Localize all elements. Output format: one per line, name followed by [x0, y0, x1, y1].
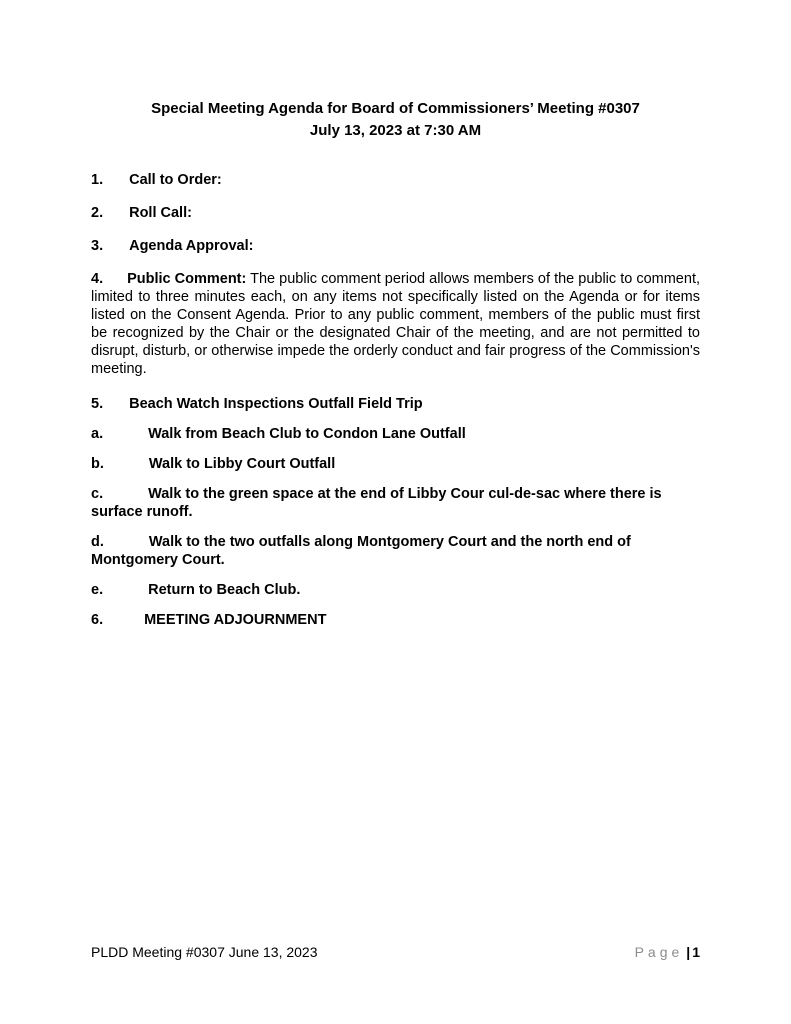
item-marker: e.: [91, 582, 104, 598]
field-trip-step-a: [91, 425, 700, 443]
title-line-2: July 13, 2023 at 7:30 AM: [309, 122, 482, 139]
field-trip-step-d: [91, 533, 700, 569]
field-trip-step-e: [91, 581, 700, 599]
item-text: Beach Watch Inspections Outfall Field Trip: [129, 396, 423, 412]
agenda-item-public-comment: [91, 270, 700, 378]
tab-spacer: [103, 593, 148, 594]
tab-spacer: [104, 467, 149, 468]
tab-spacer: [104, 545, 149, 546]
item-marker: 3.: [91, 238, 104, 254]
item-marker: 5.: [91, 396, 104, 412]
document-title: [0, 0, 791, 142]
tab-spacer: [103, 437, 148, 438]
item-marker: b.: [91, 456, 104, 472]
item-text: Walk to the green space at the end of Libby Cour cul-de-sac where there is surface runoff.: [91, 486, 662, 520]
tab-spacer: [103, 623, 144, 624]
tab-spacer: [103, 216, 129, 217]
item-marker: 6.: [91, 612, 104, 628]
item-marker: 1.: [91, 172, 104, 188]
item-text: Agenda Approval:: [129, 238, 254, 254]
agenda-item-roll-call: [91, 204, 700, 222]
item-marker: a.: [91, 426, 104, 442]
title-line-1: Special Meeting Agenda for Board of Commissioners’ Meeting #0307: [151, 100, 640, 117]
item-text: Return to Beach Club.: [148, 582, 301, 598]
field-trip-step-b: [91, 455, 700, 473]
footer-document-ref: PLDD Meeting #0307 June 13, 2023: [91, 944, 318, 960]
item-marker: 2.: [91, 205, 104, 221]
tab-spacer: [103, 282, 127, 283]
tab-spacer: [103, 497, 148, 498]
item-marker: 4.: [91, 271, 104, 287]
item-marker: d.: [91, 534, 104, 550]
agenda-item-field-trip: [91, 395, 700, 413]
item-text: Call to Order:: [129, 172, 222, 188]
item-text: Walk to Libby Court Outfall: [148, 456, 336, 472]
tab-spacer: [103, 407, 129, 408]
agenda-list: [91, 171, 700, 629]
field-trip-step-c: [91, 485, 700, 521]
item-text: Roll Call:: [129, 205, 192, 221]
item-text: Walk from Beach Club to Condon Lane Outfall: [148, 426, 466, 442]
page-label: Page: [634, 944, 684, 960]
tab-spacer: [103, 183, 129, 184]
item-label: Public Comment:: [127, 271, 247, 287]
item-text: MEETING ADJOURNMENT: [144, 612, 327, 628]
page-number-block: [635, 943, 700, 961]
item-marker: c.: [91, 486, 104, 502]
tab-spacer: [103, 249, 129, 250]
agenda-item-adjournment: [91, 611, 700, 629]
agenda-item-agenda-approval: [91, 237, 700, 255]
page-separator: |: [686, 944, 691, 960]
agenda-item-call-to-order: [91, 171, 700, 189]
page-footer: [91, 943, 700, 961]
page-number: 1: [692, 944, 700, 960]
item-text: Walk to the two outfalls along Montgomery Court and the north end of Montgomery Court.: [91, 534, 631, 568]
item-body-text: The public comment period allows members of the public to comment, limited to three minutes each, on any items not specifically listed on the Agenda or for items listed on the Consent Agenda. Prior to any public comment, members of the public must first be recognized by the Chair or the designated Chair of the meeting, and are not permitted to disrupt, disturb, or otherwise impede the orderly conduct and fair progress of the Commission's meeting.: [91, 271, 700, 377]
